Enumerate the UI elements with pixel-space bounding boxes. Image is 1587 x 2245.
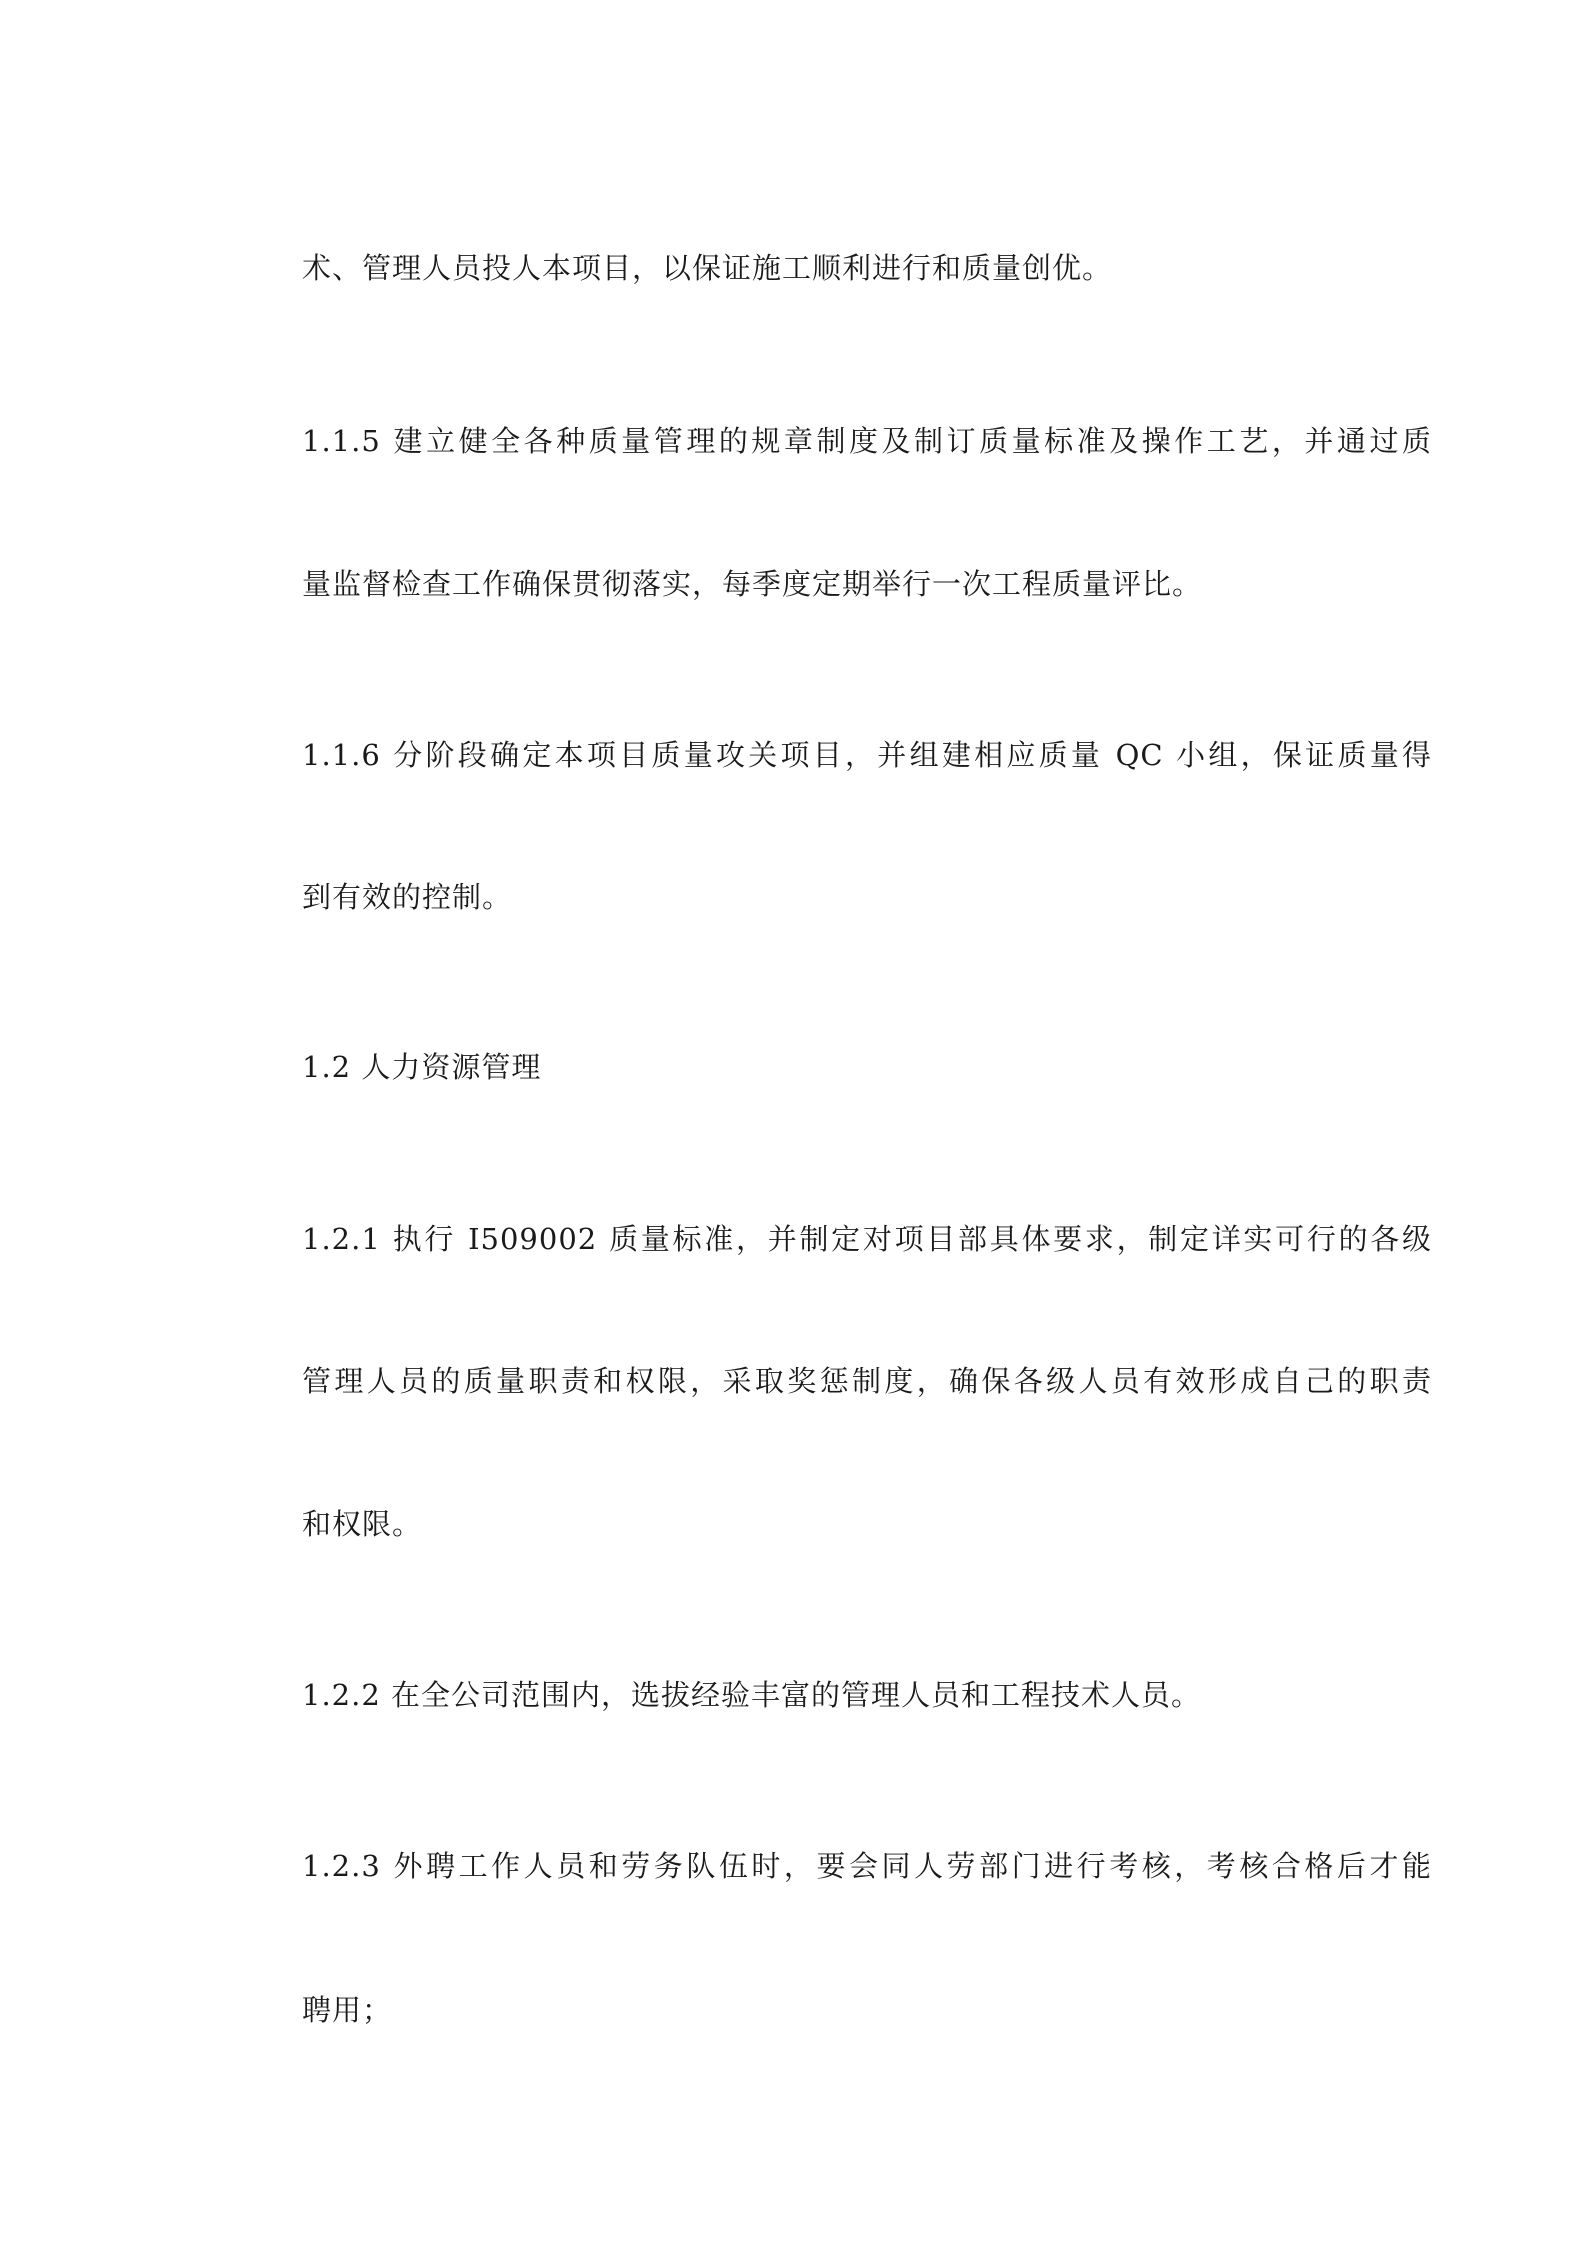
text-line-1-2-3: 1.2.3 外聘工作人员和劳务队伍时，要会同人劳部门进行考核，考核合格后才能 [302,1849,1432,1883]
text-line-1-1-5-cont: 量监督检查工作确保贯彻落实，每季度定期举行一次工程质量评比。 [302,567,1203,601]
text-line-1-2-3-cont: 聘用； [302,1993,393,2027]
text-line-1-1-6-cont: 到有效的控制。 [302,880,513,914]
text-line-1-2-1-cont-b: 和权限。 [302,1507,423,1541]
section-heading-1-2: 1.2 人力资源管理 [302,1050,542,1084]
text-line-1-1-6: 1.1.6 分阶段确定本项目质量攻关项目，并组建相应质量 QC 小组，保证质量得 [302,738,1432,772]
text-line-1-2-2: 1.2.2 在全公司范围内，选拔经验丰富的管理人员和工程技术人员。 [302,1678,1202,1712]
text-line-continuation: 术、管理人员投人本项目，以保证施工顺利进行和质量创优。 [302,251,1113,285]
text-line-1-1-5: 1.1.5 建立健全各种质量管理的规章制度及制订质量标准及操作工艺，并通过质 [302,424,1432,458]
text-line-1-2-1: 1.2.1 执行 I509002 质量标准，并制定对项目部具体要求，制定详实可行的各级 [302,1222,1432,1256]
text-line-1-2-1-cont-a: 管理人员的质量职责和权限，采取奖惩制度，确保各级人员有效形成自己的职责 [302,1364,1432,1398]
